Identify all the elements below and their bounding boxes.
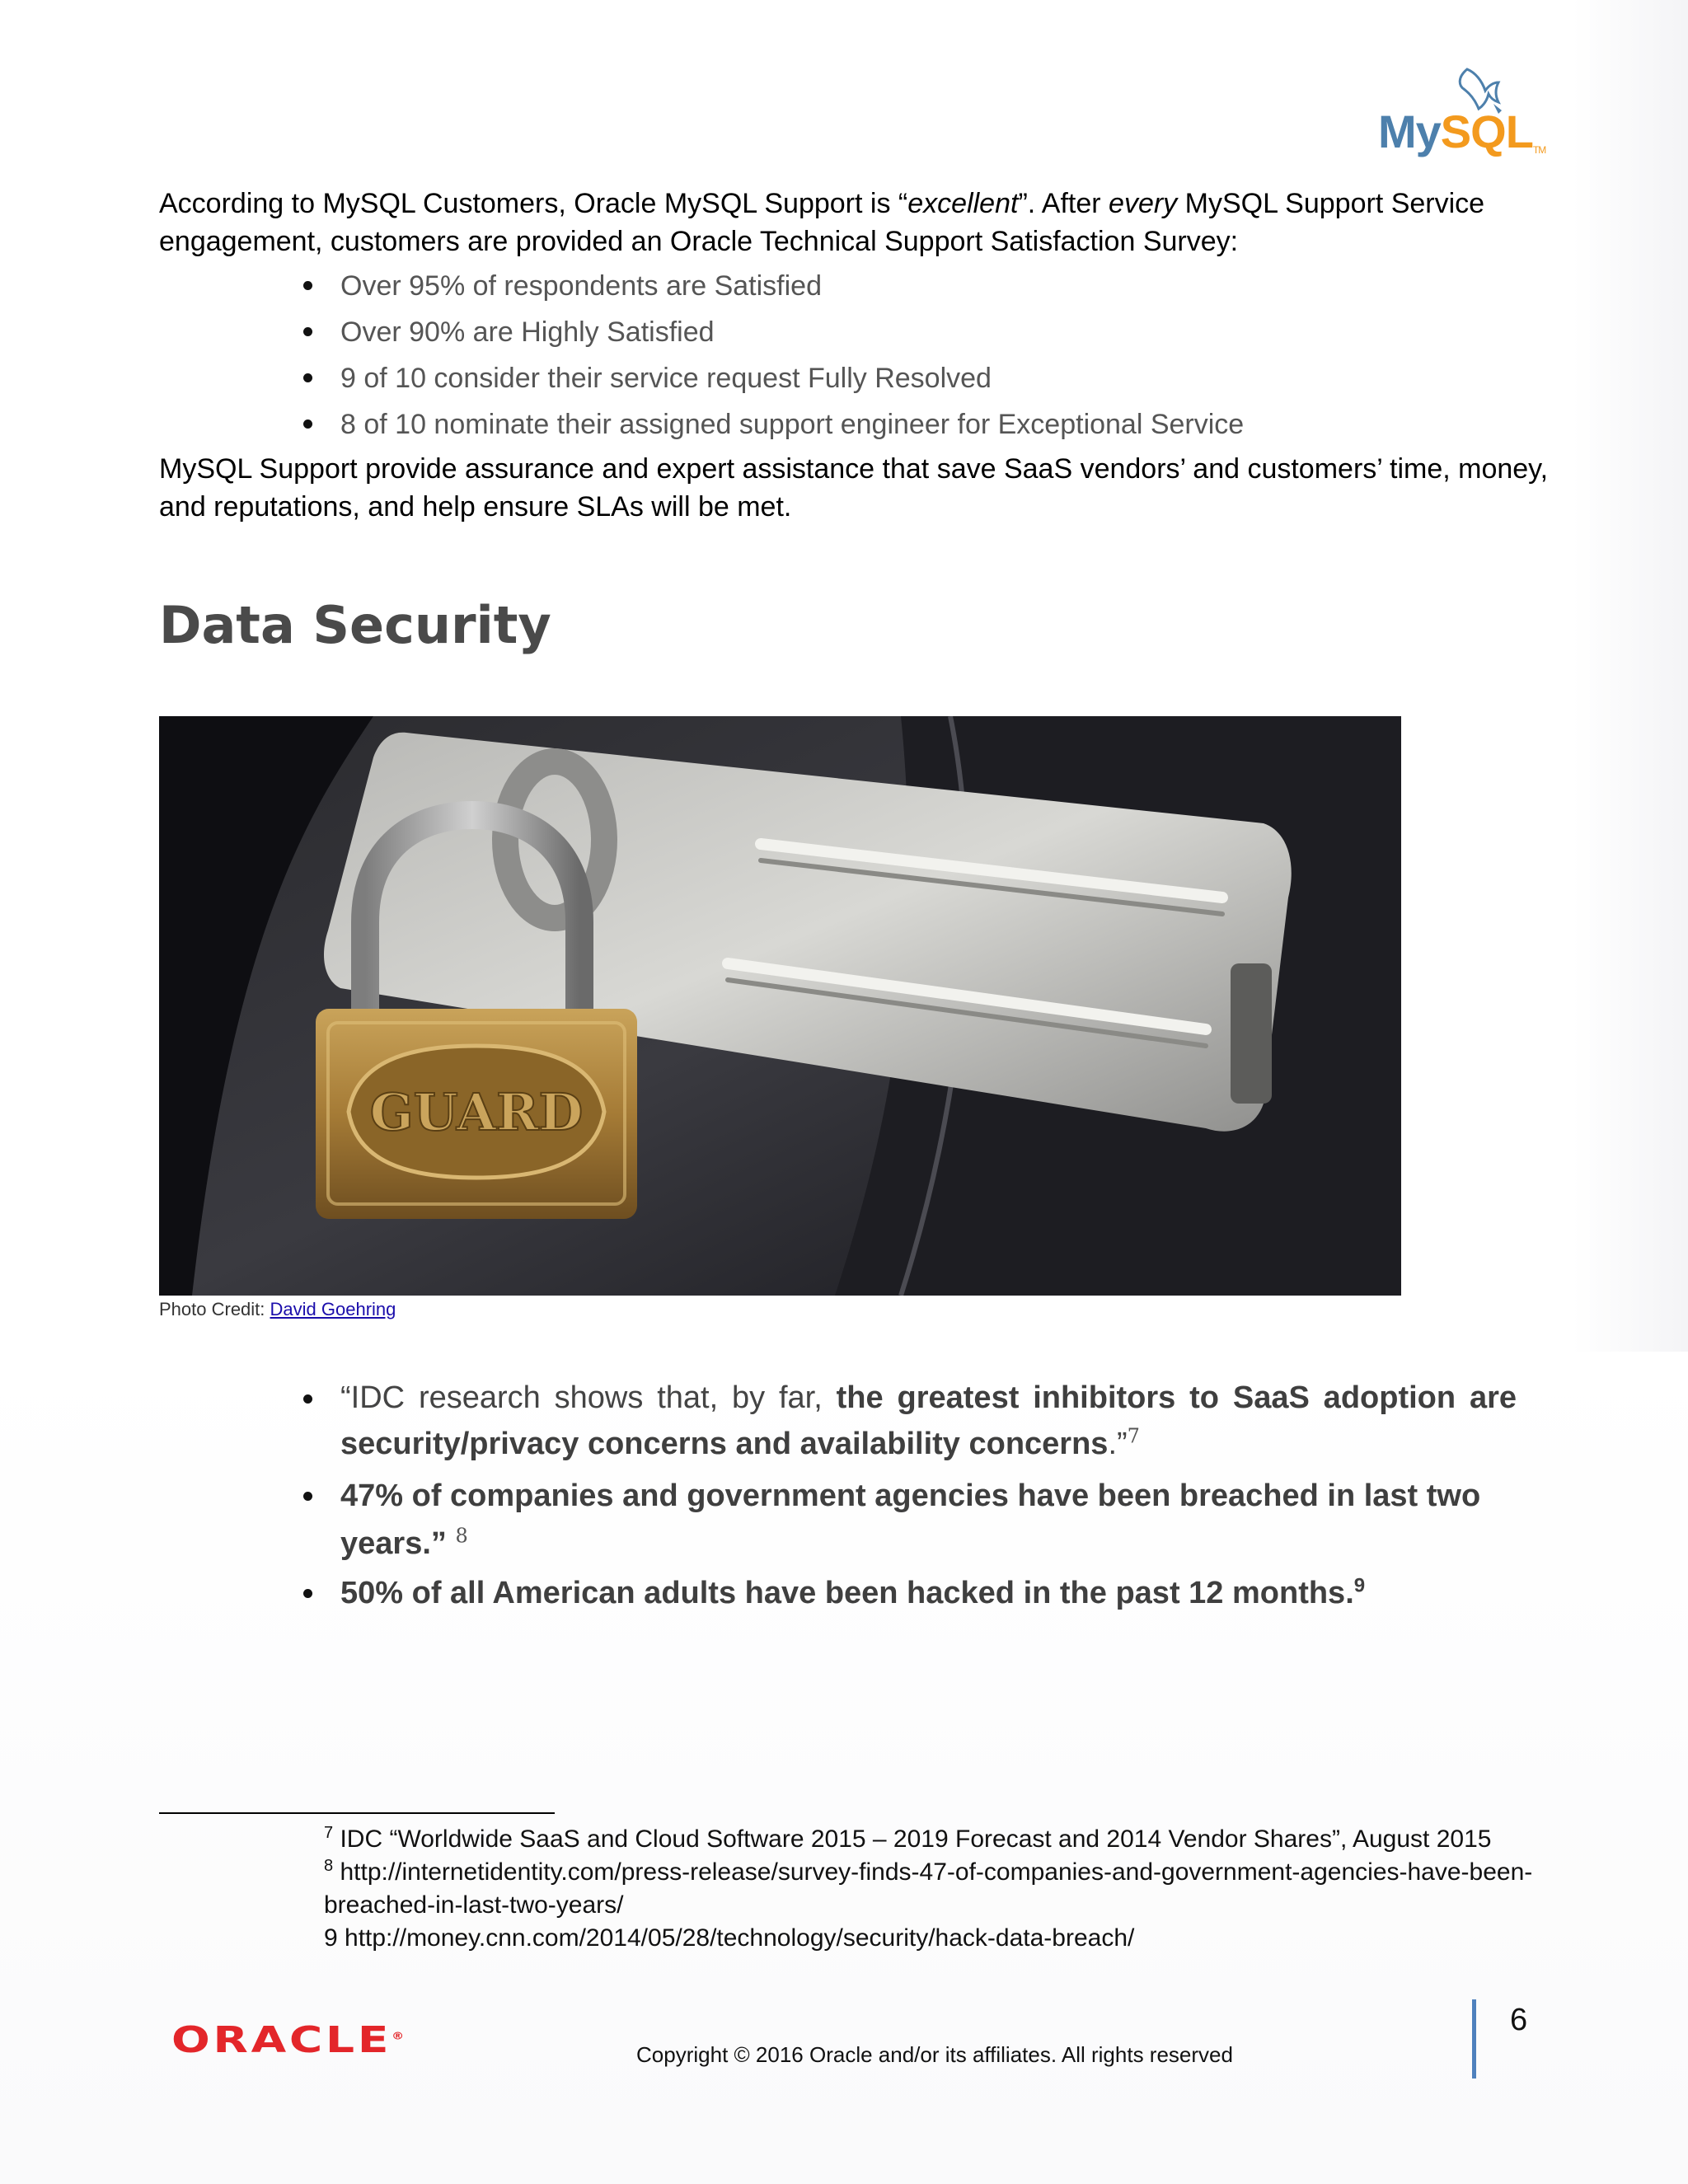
intro-text-1: According to MySQL Customers, Oracle MySQL Support is “ [159, 188, 908, 219]
stat-1-text: “IDC research shows that, by far, [340, 1380, 837, 1415]
padlock-image [159, 716, 1401, 1296]
page-number: 6 [1510, 2003, 1528, 2037]
list-item: Over 95% of respondents are Satisfied [303, 267, 1244, 313]
copyright-text: Copyright © 2016 Oracle and/or its affiliates. All rights reserved [636, 2042, 1233, 2067]
list-item [303, 1569, 1517, 1617]
mysql-logo-sql: SQL [1440, 105, 1533, 157]
photo-credit [159, 1299, 396, 1320]
list-item: Over 90% are Highly Satisfied [303, 313, 1244, 359]
padlock-photo [159, 716, 1401, 1296]
intro-emphasis-excellent: excellent [907, 188, 1019, 219]
mysql-logo-tm: TM [1532, 144, 1546, 156]
list-item: 8 of 10 nominate their assigned support engineer for Exceptional Service [303, 405, 1244, 452]
photo-credit-link[interactable]: David Goehring [270, 1299, 396, 1319]
mysql-logo-my: My [1378, 105, 1441, 157]
footnote-ref-9[interactable]: 9 [1353, 1574, 1366, 1597]
stat-3-bold: 50% of all American adults have been hacked in the past 12 months. [340, 1576, 1354, 1610]
footnotes [324, 1823, 1536, 1955]
footnote-link[interactable]: http://internetidentity.com/press-release/survey-finds-47-of-companies-and-government-agencies-have-been-breached-in-last-two-years/ [324, 1858, 1533, 1919]
section-heading: Data Security [159, 595, 551, 655]
satisfaction-list [303, 267, 1244, 452]
list-item [303, 1472, 1517, 1568]
footnote-9 [324, 1922, 1536, 1955]
intro-emphasis-every: every [1109, 188, 1178, 219]
lock-engraving: GUARD [369, 1082, 584, 1142]
intro-text-3: MySQL Support Service engagement, customers are provided an Oracle Technical Support Satisfaction Survey: [159, 188, 1485, 257]
footnote-ref-7[interactable]: 7 [1127, 1424, 1140, 1448]
footnote-link[interactable]: 9 http://money.cnn.com/2014/05/28/technology/security/hack-data-breach/ [324, 1924, 1135, 1952]
footnote-number: 8 [324, 1857, 334, 1875]
footnote-text: IDC “Worldwide SaaS and Cloud Software 2015 – 2019 Forecast and 2014 Vendor Shares”, August 2015 [333, 1825, 1492, 1853]
oracle-registered-mark: ® [392, 2030, 407, 2042]
intro-text-2: ”. After [1018, 188, 1109, 219]
photo-credit-label: Photo Credit: [159, 1299, 270, 1319]
list-item [303, 1375, 1517, 1467]
mysql-logo [1378, 105, 1546, 157]
footnote-number: 7 [324, 1824, 334, 1842]
footnote-8 [324, 1856, 1536, 1922]
security-stats-list [303, 1375, 1517, 1617]
footnote-ref-8[interactable]: 8 [455, 1524, 468, 1548]
assurance-paragraph: MySQL Support provide assurance and expert assistance that save SaaS vendors’ and customers’ time, money, and reputations, and help ensure SLAs will be met. [159, 453, 1549, 523]
stat-2-bold: 47% of companies and government agencies have been breached in last two years.” [340, 1479, 1481, 1561]
stat-1-bold: the greatest inhibitors to SaaS adoption are security/privacy concerns and availability concerns [340, 1380, 1517, 1461]
intro-paragraph [159, 185, 1560, 260]
page-number-rule [1472, 1999, 1476, 2079]
oracle-wordmark: ORACLE [171, 2019, 392, 2061]
footnote-7 [324, 1823, 1536, 1856]
list-item: 9 of 10 consider their service request Fully Resolved [303, 359, 1244, 405]
stat-1-end: .” [1108, 1427, 1128, 1461]
footnote-divider [159, 1812, 555, 1814]
